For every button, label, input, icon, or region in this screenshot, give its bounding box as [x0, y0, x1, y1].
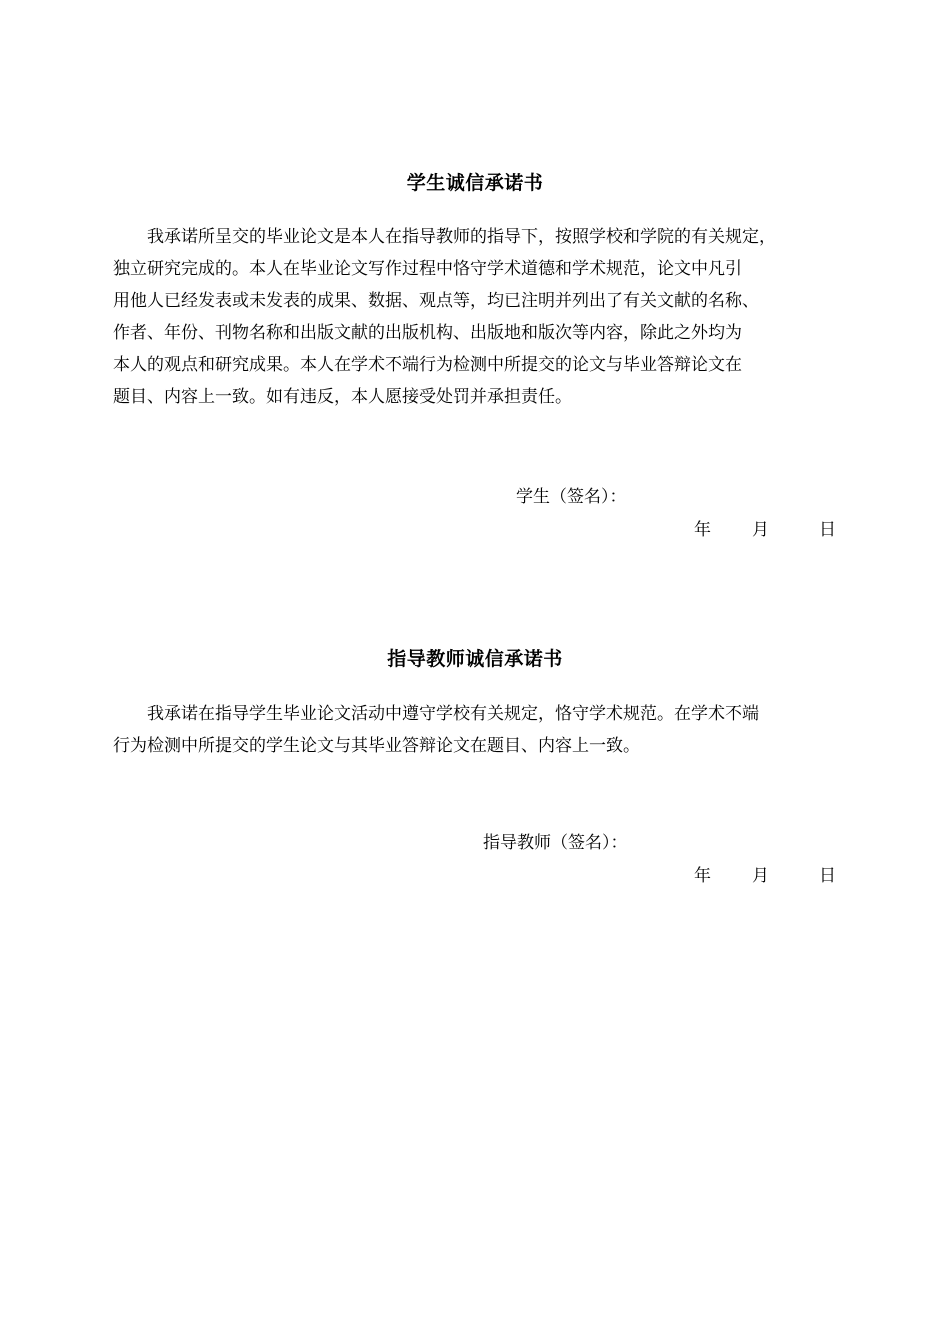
paragraph-line: 用他人已经发表或未发表的成果、数据、观点等，均已注明并列出了有关文献的名称、	[113, 291, 759, 311]
paragraph-line: 本人的观点和研究成果。本人在学术不端行为检测中所提交的论文与毕业答辩论文在	[113, 355, 742, 375]
student-pledge-title: 学生诚信承诺书	[406, 172, 544, 194]
advisor-signature-label: 指导教师（签名）：	[483, 833, 628, 853]
student-pledge-paragraph	[113, 221, 776, 413]
student-date-month: 月	[752, 520, 769, 540]
paragraph-line: 我承诺所呈交的毕业论文是本人在指导教师的指导下，按照学校和学院的有关规定，	[113, 227, 776, 247]
advisor-pledge-paragraph	[113, 698, 759, 762]
student-date-day: 日	[819, 520, 836, 540]
paragraph-line: 独立研究完成的。本人在毕业论文写作过程中恪守学术道德和学术规范，论文中凡引	[113, 259, 742, 279]
paragraph-line: 作者、年份、刊物名称和出版文献的出版机构、出版地和版次等内容，除此之外均为	[113, 323, 742, 343]
paragraph-line: 题目、内容上一致。如有违反，本人愿接受处罚并承担责任。	[113, 387, 572, 407]
paragraph-line: 我承诺在指导学生毕业论文活动中遵守学校有关规定，恪守学术规范。在学术不端	[113, 704, 759, 724]
student-date-year: 年	[694, 520, 711, 540]
advisor-pledge-title: 指导教师诚信承诺书	[387, 648, 563, 670]
advisor-date-month: 月	[752, 866, 769, 886]
advisor-date-day: 日	[819, 866, 836, 886]
paragraph-line: 行为检测中所提交的学生论文与其毕业答辩论文在题目、内容上一致。	[113, 736, 640, 756]
student-signature-label: 学生（签名）：	[516, 487, 627, 507]
advisor-date-year: 年	[694, 866, 711, 886]
